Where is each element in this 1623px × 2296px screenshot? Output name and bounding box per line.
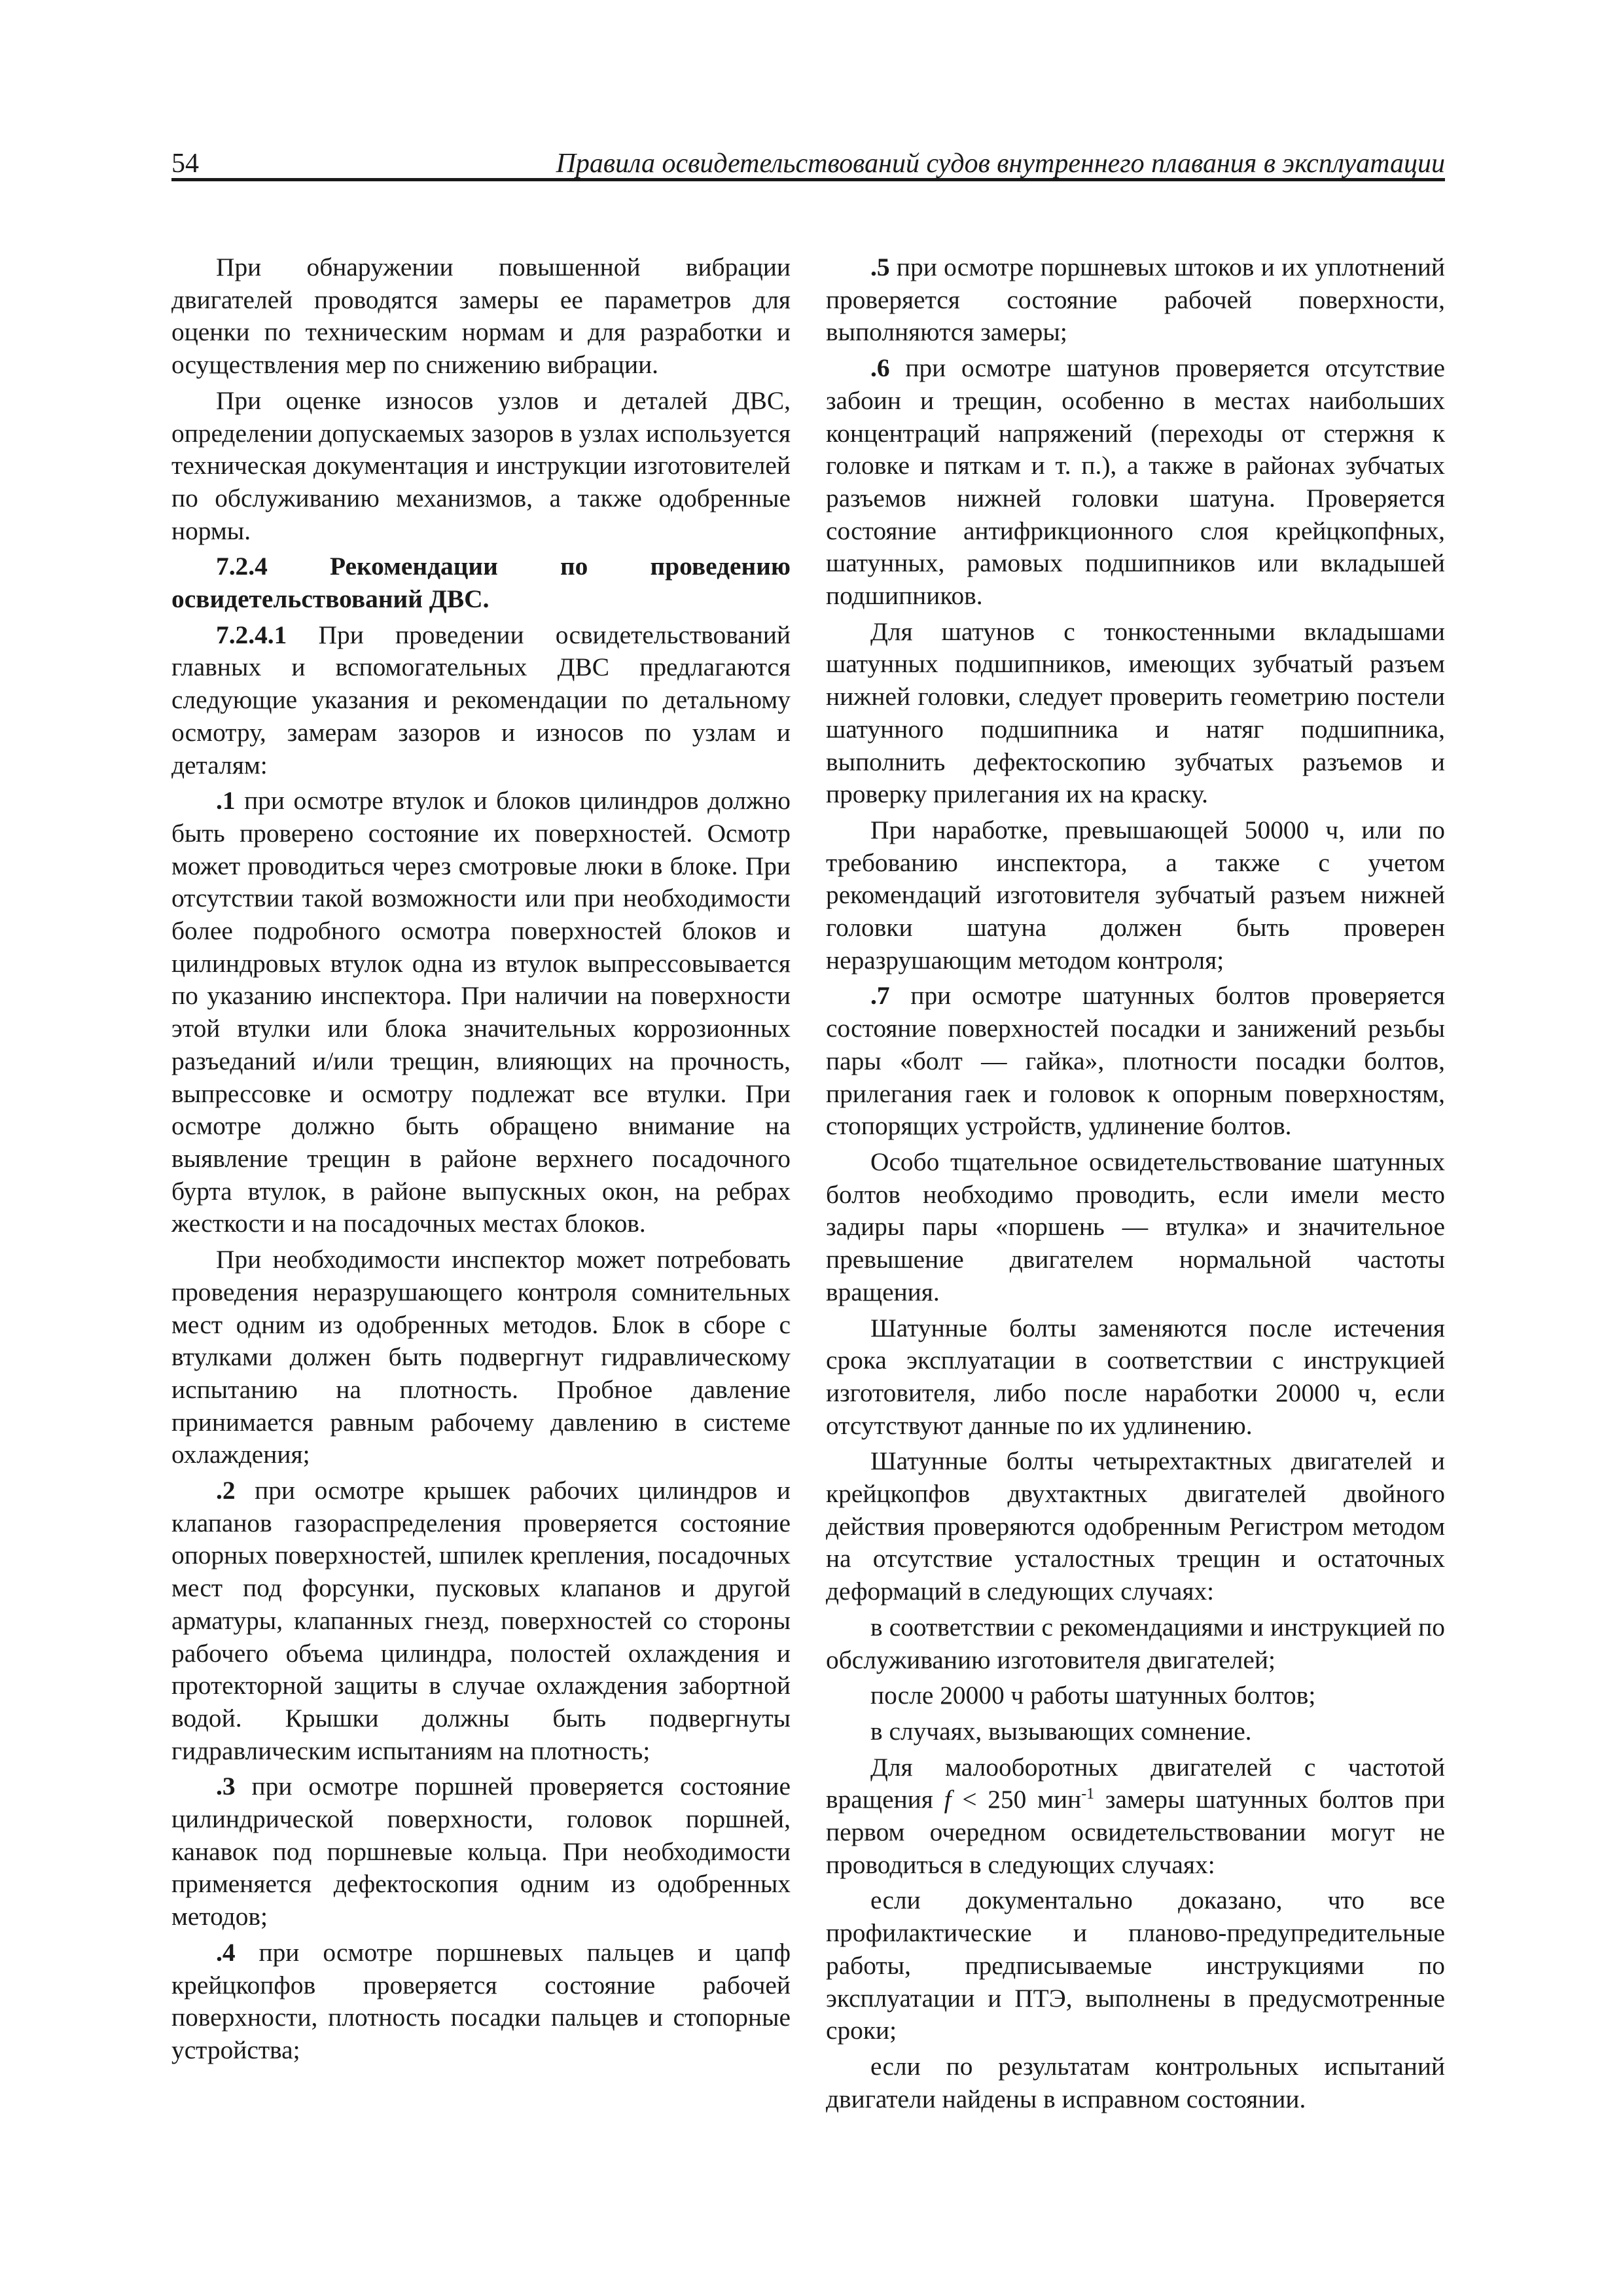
- paragraph: При необходимости инспектор может потребовать проведения неразрушающего контроля сомнительных мест одним из одобренных методов. Блок в сборе с втулками должен быть подвергнут гидравлическому испытанию на плотность. Пробное давление принимается равным рабочему давлению в системе охлаждения;: [171, 1245, 791, 1469]
- paragraph: [826, 1751, 1445, 1882]
- paragraph: При наработке, превышающей 50000 ч, или по требованию инспектора, а также с учетом рекомендаций изготовителя зубчатый разъем нижней головки шатуна должен быть проверен неразрушающим методом контроля;: [826, 815, 1445, 975]
- paragraph: после 20000 ч работы шатунных болтов;: [870, 1681, 1316, 1710]
- list-item: [171, 1475, 791, 1767]
- item-number: .5: [870, 253, 890, 281]
- item-text: при осмотре поршней проверяется состояние цилиндрической поверхности, головок поршней, канавок под поршневые кольца. При необходимости применяется дефектоскопия одним из одобренных методов;: [171, 1772, 791, 1931]
- paragraph: Особо тщательное освидетельствование шатунных болтов необходимо проводить, если имели место задиры пары «поршень — втулка» и значительное превышение двигателем нормальной частоты вращения.: [826, 1147, 1445, 1306]
- text-run: < 250 мин: [951, 1785, 1082, 1814]
- list-item: [826, 251, 1445, 349]
- text-run: Для малооборотных двигателей с частотой вращения: [826, 1752, 1445, 1814]
- item-number: .6: [870, 353, 890, 383]
- item-number: .3: [216, 1772, 236, 1801]
- item-text: при осмотре крышек рабочих цилиндров и клапанов газораспределения проверяется состояние опорных поверхностей, шпилек крепления, посадочных мест под форсунки, пусковых клапанов и другой арматуры, клапанных гнезд, поверхностей со стороны рабочего объема цилиндра, полостей охлаждения и протекторной защиты в случае охлаждения забортной водой. Крышки должны быть подвергнуты гидравлическим испытаниям на плотность;: [171, 1476, 791, 1765]
- paragraph: если по результатам контрольных испытаний двигатели найдены в исправном состоянии.: [826, 2051, 1445, 2113]
- paragraph: в соответствии с рекомендациями и инструкцией по обслуживанию изготовителя двигателей;: [826, 1612, 1445, 1674]
- paragraph: [171, 619, 791, 782]
- paragraph: в случаях, вызывающих сомнение.: [870, 1716, 1252, 1746]
- right-column: [826, 251, 1445, 2119]
- list-item: [171, 1937, 791, 2067]
- item-number: .7: [870, 981, 890, 1011]
- item-text: при осмотре поршневых пальцев и цапф крейцкопфов проверяется состояние рабочей поверхности, плотность посадки пальцев и стопорные устройства;: [171, 1937, 791, 2064]
- section-heading: 7.2.4 Рекомендации по проведению освидетельствований ДВС.: [171, 552, 791, 614]
- list-item: [826, 352, 1445, 613]
- clause-number: 7.2.4.1: [216, 620, 287, 649]
- list-item: [171, 1770, 791, 1933]
- symbol-f: f: [944, 1785, 952, 1814]
- superscript: -1: [1081, 1785, 1095, 1803]
- paragraph: если документально доказано, что все профилактические и планово-предупредительные работы, предписываемые инструкциями по эксплуатации и ПТЭ, выполнены в предусмотренные сроки;: [826, 1886, 1445, 2045]
- paragraph: Шатунные болты заменяются после истечения срока эксплуатации в соответствии с инструкцией изготовителя, либо после наработки 20000 ч, если отсутствуют данные по их удлинению.: [826, 1313, 1445, 1440]
- list-item: [826, 980, 1445, 1143]
- text-run: замеры шатунных болтов при первом очередном освидетельствовании могут не проводиться в следующих случаях:: [826, 1785, 1445, 1879]
- item-number: .2: [216, 1476, 236, 1505]
- item-number: .4: [216, 1937, 236, 1967]
- item-number: .1: [216, 786, 236, 816]
- list-item: [171, 785, 791, 1240]
- paragraph: Шатунные болты четырехтактных двигателей и крейцкопфов двухтактных двигателей двойного действия проверяются одобренным Регистром методом на отсутствие усталостных трещин и остаточных деформаций в следующих случаях:: [826, 1446, 1445, 1606]
- item-text: при осмотре втулок и блоков цилиндров должно быть проверено состояние их поверхностей. Осмотр может проводиться через смотровые люки в блоке. При отсутствии такой возможности или при необходимости более подробного осмотра поверхностей блоков и цилиндровых втулок одна из втулок выпрессовывается по указанию инспектора. При наличии на поверхности этой втулки или блока значительных коррозионных разъеданий и/или трещин, влияющих на прочность, выпрессовке и осмотру подлежат все втулки. При осмотре должно быть обращено внимание на выявление трещин в районе верхнего посадочного бурта втулок, в районе выпускных окон, на ребрах жесткости и на посадочных местах блоков.: [171, 786, 791, 1238]
- item-text: при осмотре шатунов проверяется отсутствие забоин и трещин, особенно в местах наибольших концентраций напряжений (переходы от стержня к головке и пяткам и т. п.), а также в районах зубчатых разъемов нижней головки шатуна. Проверяется состояние антифрикционного слоя крейцкопфных, шатунных, рамовых подшипников или вкладышей подшипников.: [826, 353, 1445, 611]
- header-rule: [171, 178, 1445, 181]
- paragraph: При обнаружении повышенной вибрации двигателей проводятся замеры ее параметров для оценки по техническим нормам и для разработки и осуществления мер по снижению вибрации.: [171, 253, 791, 380]
- page-header: [171, 145, 1445, 182]
- running-title: Правила освидетельствований судов внутреннего плавания в эксплуатации: [556, 149, 1445, 179]
- paragraph-text: При проведении освидетельствований главных и вспомогательных ДВС предлагаются следующие указания и рекомендации по детальному осмотру, замерам зазоров и износов по узлам и деталям:: [171, 620, 791, 780]
- page-number: 54: [171, 149, 199, 179]
- paragraph: При оценке износов узлов и деталей ДВС, определении допускаемых зазоров в узлах используется техническая документация и инструкции изготовителей по обслуживанию механизмов, а также одобренные нормы.: [171, 386, 791, 545]
- paragraph: Для шатунов с тонкостенными вкладышами шатунных подшипников, имеющих зубчатый разъем нижней головки, следует проверить геометрию постели шатунного подшипника и натяг подшипника, выполнить дефектоскопию зубчатых разъемов и проверку прилегания их на краску.: [826, 617, 1445, 809]
- item-text: при осмотре поршневых штоков и их уплотнений проверяется состояние рабочей поверхности, выполняются замеры;: [826, 253, 1445, 347]
- item-text: при осмотре шатунных болтов проверяется состояние поверхностей посадки и занижений резьбы пары «болт — гайка», плотности посадки болтов, прилегания гаек и головок к опорным поверхностям, стопорящих устройств, удлинение болтов.: [826, 981, 1445, 1141]
- left-column: [171, 251, 791, 2070]
